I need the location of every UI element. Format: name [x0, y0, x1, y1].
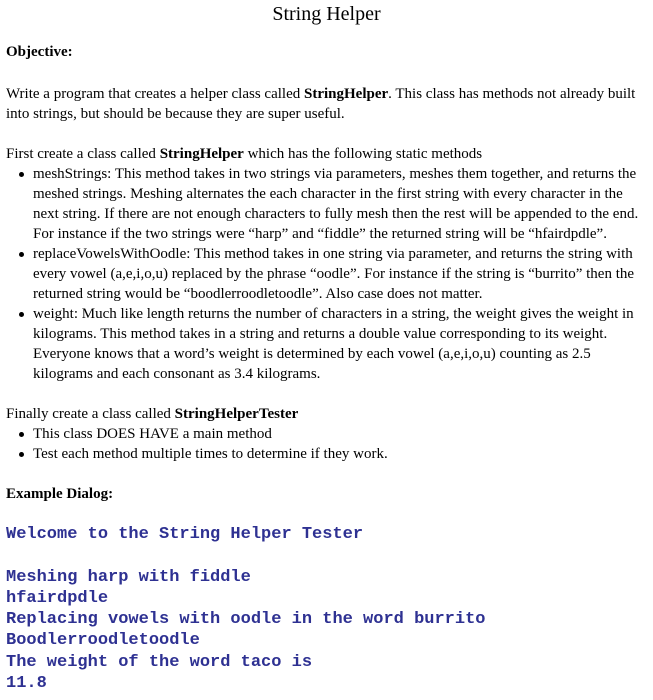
list-item [0, 164, 653, 244]
code-line: The weight of the word taco is [6, 653, 313, 672]
tester-class-name: StringHelperTester [174, 406, 299, 422]
finally-paragraph [6, 404, 651, 424]
objective-heading: Objective: [6, 44, 73, 60]
code-line: Boodlerroodletoodle [6, 631, 200, 650]
first-class-name: StringHelper [159, 146, 244, 162]
bullet-icon [19, 172, 24, 177]
bullet-icon [19, 432, 24, 437]
code-welcome-line: Welcome to the String Helper Tester [6, 525, 364, 544]
list-item [0, 304, 653, 384]
intro-text-start: Write a program that creates a helper class called [6, 86, 304, 102]
bullet-icon [19, 452, 24, 457]
first-paragraph [6, 144, 651, 164]
bullet-icon [19, 252, 24, 257]
bullet-icon [19, 312, 24, 317]
code-line: hfairdpdle [6, 589, 109, 608]
intro-class-name: StringHelper [304, 86, 389, 102]
page-title: String Helper [272, 3, 381, 25]
code-line: Meshing harp with fiddle [6, 568, 251, 587]
method-weight: weight: Much like length returns the number of characters in a string, the weight gives the weight in kilograms. This method takes in a string and returns a double value corresponding to its weight. Everyone knows that a word’s weight is determined by each vowel (a,e,i,o,u) counting as 2.5 kilograms and each consonant as 3.4 kilograms. [33, 306, 634, 382]
method-mesh-strings: meshStrings: This method takes in two strings via parameters, meshes them together, and returns the meshed strings. Meshing alternates the each character in the first string with every character in the next string. If there are not enough characters to fully mesh then the rest will be appended to the end. For instance if the two strings were “harp” and “fiddle” the returned string will be “hfairdpdle”. [33, 166, 639, 242]
intro-paragraph [6, 84, 651, 124]
first-text-end: which has the following static methods [243, 146, 483, 162]
tester-list [0, 424, 653, 464]
method-replace-vowels: replaceVowelsWithOodle: This method takes in one string via parameter, and returns the string with every vowel (a,e,i,o,u) replaced by the phrase “oodle”. For instance if the string is “burrito” then the returned string would be “boodlerroodletoodle”. Also case does not matter. [33, 246, 635, 302]
methods-list [0, 164, 653, 384]
tester-item-main: This class DOES HAVE a main method [33, 426, 272, 442]
list-item [0, 244, 653, 304]
code-line: Replacing vowels with oodle in the word burrito [6, 610, 486, 629]
finally-text: Finally create a class called [6, 406, 175, 422]
first-text-start: First create a class called [6, 146, 160, 162]
list-item [0, 444, 653, 464]
intro-text-end: . This class has methods not already built into strings, but should be because they are super useful. [6, 86, 636, 122]
code-line: 11.8 [6, 674, 47, 693]
list-item [0, 424, 653, 444]
example-heading: Example Dialog: [6, 486, 114, 502]
tester-item-test: Test each method multiple times to determine if they work. [33, 446, 388, 462]
